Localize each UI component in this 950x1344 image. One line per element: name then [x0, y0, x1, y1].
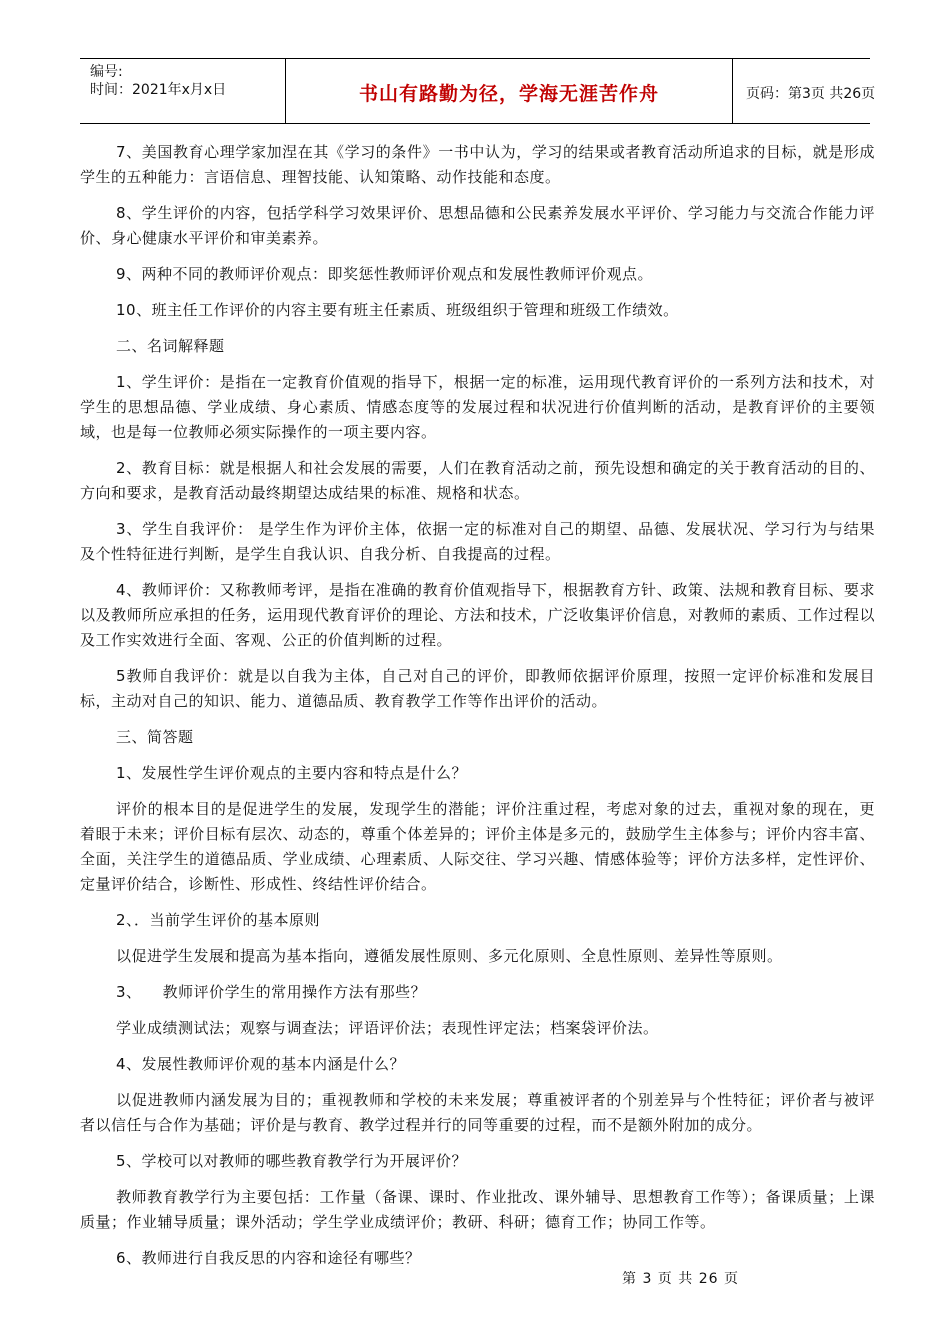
- question-2: 2、．当前学生评价的基本原则: [116, 911, 321, 929]
- term-teacher-self-evaluation: 5教师自我评价：就是以自我为主体，自己对自己的评价，即教师依据评价原理，按照一定评价标准和发展目标，主动对自己的知识、能力、道德品质、教育教学工作等作出评价的活动。: [80, 667, 875, 710]
- question-4: 4、发展性教师评价观的基本内涵是什么？: [116, 1055, 406, 1073]
- term-teacher-evaluation: 4、教师评价：又称教师考评，是指在准确的教育价值观指导下，根据教育方针、政策、法规和教育目标、要求以及教师所应承担的任务，运用现代教育评价的理论、方法和技术，广泛收集评价信息，对教师的素质、工作过程以及工作实效进行全面、客观、公正的价值判断的过程。: [80, 581, 875, 649]
- question-3: 3、 教师评价学生的常用操作方法有那些？: [116, 983, 427, 1001]
- header-meta-cell: [80, 59, 285, 123]
- section-heading-terms: 二、名词解释题: [116, 337, 225, 355]
- document-body: [80, 140, 875, 1282]
- answer-3: 学业成绩测试法；观察与调查法；评语评价法；表现性评定法；档案袋评价法。: [116, 1019, 659, 1037]
- paragraph-8: 8、学生评价的内容，包括学科学习效果评价、思想品德和公民素养发展水平评价、学习能力与交流合作能力评价、身心健康水平评价和审美素养。: [80, 204, 875, 247]
- answer-1: 评价的根本目的是促进学生的发展，发现学生的潜能；评价注重过程，考虑对象的过去，重视对象的现在，更着眼于未来；评价目标有层次、动态的，尊重个体差异的；评价主体是多元的，鼓励学生主体参与；评价内容丰富、全面，关注学生的道德品质、学业成绩、心理素质、人际交往、学习兴趣、情感体验等；评价方法多样，定性评价、定量评价结合，诊断性、形成性、终结性评价结合。: [80, 800, 875, 893]
- answer-2: 以促进学生发展和提高为基本指向，遵循发展性原则、多元化原则、全息性原则、差异性等原则。: [116, 947, 783, 965]
- answer-4: 以促进教师内涵发展为目的；重视教师和学校的未来发展；尊重被评者的个别差异与个性特征；评价者与被评者以信任与合作为基础；评价是与教育、教学过程并行的同等重要的过程，而不是额外附加的成分。: [80, 1091, 875, 1134]
- term-student-self-evaluation: 3、学生自我评价： 是学生作为评价主体，依据一定的标准对自己的期望、品德、发展状况、学习行为与结果及个性特征进行判断，是学生自我认识、自我分析、自我提高的过程。: [80, 520, 875, 563]
- document-date-label: 时间：2021年x月x日: [90, 82, 227, 98]
- paragraph-7: 7、美国教育心理学家加涅在其《学习的条件》一书中认为，学习的结果或者教育活动所追求的目标，就是形成学生的五种能力：言语信息、理智技能、认知策略、动作技能和态度。: [80, 143, 875, 186]
- header-page-code: 页码：第3页 共26页: [746, 86, 876, 102]
- paragraph-10: 10、班主任工作评价的内容主要有班主任素质、班级组织于管理和班级工作绩效。: [116, 301, 679, 319]
- header-motto: 书山有路勤为径，学海无涯苦作舟: [358, 83, 659, 105]
- question-6: 6、教师进行自我反思的内容和途径有哪些？: [116, 1249, 421, 1267]
- paragraph-9: 9、两种不同的教师评价观点：即奖惩性教师评价观点和发展性教师评价观点。: [116, 265, 654, 283]
- answer-5: 教师教育教学行为主要包括：工作量（备课、课时、作业批改、课外辅导、思想教育工作等）；备课质量；上课质量；作业辅导质量；课外活动；学生学业成绩评价；教研、科研；德育工作；协同工作等。: [80, 1188, 875, 1231]
- term-student-evaluation: 1、学生评价：是指在一定教育价值观的指导下，根据一定的标准，运用现代教育评价的一系列方法和技术，对学生的思想品德、学业成绩、身心素质、情感态度等的发展过程和状况进行价值判断的活动，是教育评价的主要领域，也是每一位教师必须实际操作的一项主要内容。: [80, 373, 875, 441]
- header-motto-cell: [285, 59, 733, 123]
- page-footer: 第 3 页 共 26 页: [622, 1271, 739, 1287]
- question-5: 5、学校可以对教师的哪些教育教学行为开展评价？: [116, 1152, 468, 1170]
- section-heading-short-answer: 三、简答题: [116, 728, 194, 746]
- header-page-cell: [732, 59, 876, 123]
- document-number-label: 编号:: [90, 64, 123, 80]
- term-education-goal: 2、教育目标：就是根据人和社会发展的需要，人们在教育活动之前，预先设想和确定的关于教育活动的目的、方向和要求，是教育活动最终期望达成结果的标准、规格和状态。: [80, 459, 875, 502]
- page-header: [80, 58, 876, 124]
- question-1: 1、发展性学生评价观点的主要内容和特点是什么？: [116, 764, 468, 782]
